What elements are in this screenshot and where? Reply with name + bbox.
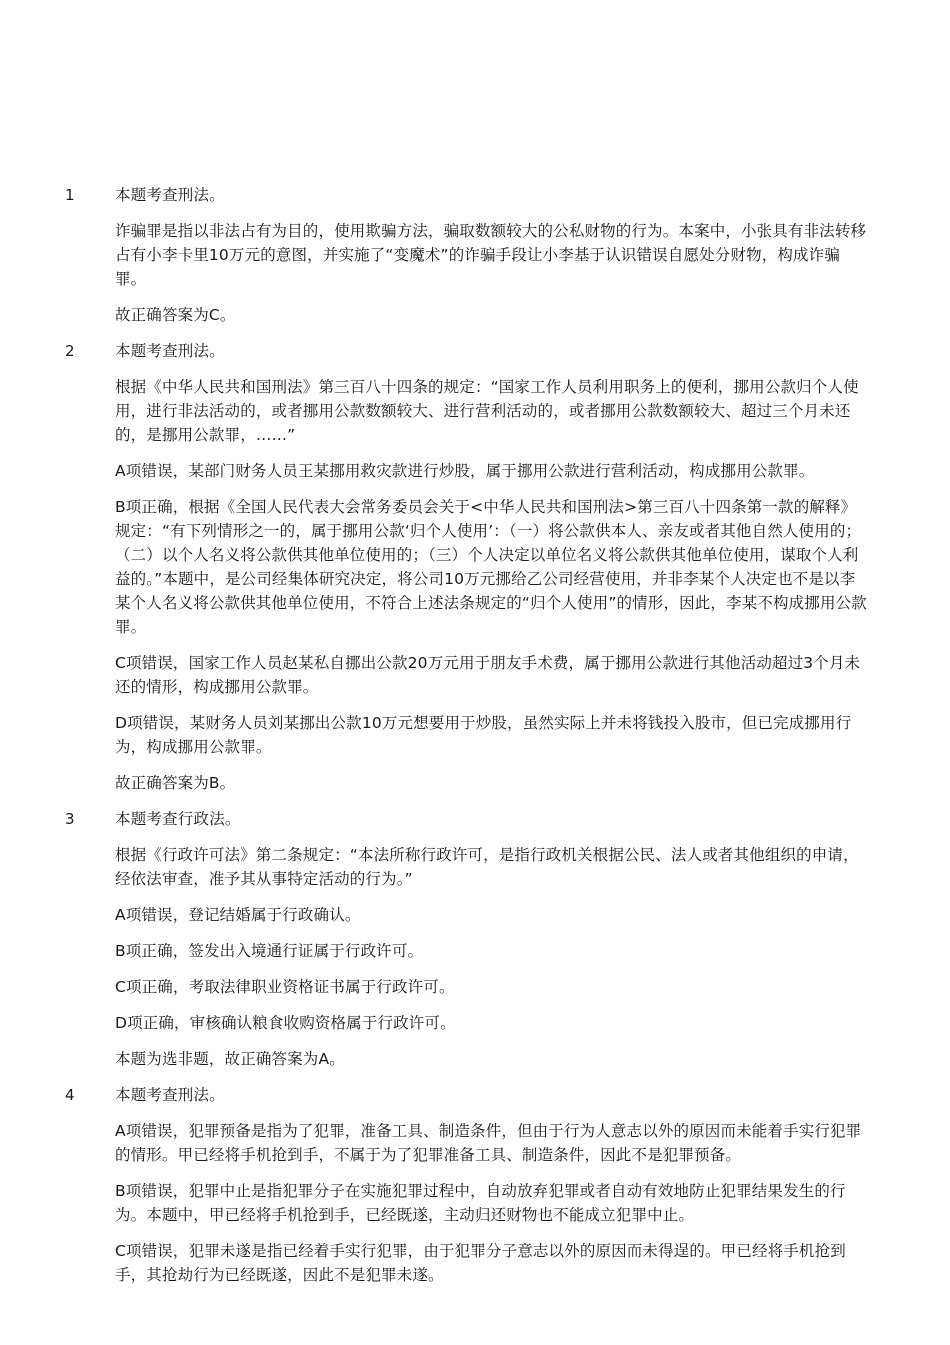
- answer-item-4: [0, 1083, 950, 1287]
- option-b-analysis: B项错误，犯罪中止是指犯罪分子在实施犯罪过程中，自动放弃犯罪或者自动有效地防止犯罪结果发生的行为。本题中，甲已经将手机抢到手，已经既遂，主动归还财物也不能成立犯罪中止。: [115, 1182, 846, 1224]
- explanation-paragraph: 根据《行政许可法》第二条规定：“本法所称行政许可，是指行政机关根据公民、法人或者其他组织的申请，经依法审查，准予其从事特定活动的行为。”: [115, 846, 859, 888]
- answer-line: 本题为选非题，故正确答案为A。: [115, 1050, 345, 1068]
- option-a-analysis: A项错误，某部门财务人员王某挪用救灾款进行炒股，属于挪用公款进行营利活动，构成挪用公款罪。: [115, 462, 815, 480]
- option-c-analysis: C项错误，犯罪未遂是指已经着手实行犯罪，由于犯罪分子意志以外的原因而未得逞的。甲已经将手机抢到手，其抢劫行为已经既遂，因此不是犯罪未遂。: [115, 1242, 846, 1284]
- answer-line: 故正确答案为B。: [115, 774, 236, 792]
- item-topic: 本题考查刑法。: [115, 1086, 225, 1104]
- option-a-analysis: A项错误，犯罪预备是指为了犯罪，准备工具、制造条件，但由于行为人意志以外的原因而未能着手实行犯罪的情形。甲已经将手机抢到手，不属于为了犯罪准备工具、制造条件，因此不是犯罪预备。: [115, 1122, 862, 1164]
- option-d-analysis: D项正确，审核确认粮食收购资格属于行政许可。: [115, 1014, 456, 1032]
- option-c-analysis: C项错误，国家工作人员赵某私自挪出公款20万元用于朋友手术费，属于挪用公款进行其他活动超过3个月未还的情形，构成挪用公款罪。: [115, 654, 861, 696]
- option-b-analysis: B项正确，根据《全国人民代表大会常务委员会关于<中华人民共和国刑法>第三百八十四条第一款的解释》规定：“有下列情形之一的，属于挪用公款‘归个人使用’：（一）将公款供本人、亲友或者其他自然人使用的；（二）以个人名义将公款供其他单位使用的；（三）个人决定以单位名义将公款供其他单位使用，谋取个人利益的。”本题中，是公司经集体研究决定，将公司10万元挪给乙公司经营使用，并非李某个人决定也不是以李某个人名义将公款供其他单位使用，不符合上述法条规定的“归个人使用”的情形，因此，李某不构成挪用公款罪。: [115, 498, 867, 636]
- option-c-analysis: C项正确，考取法律职业资格证书属于行政许可。: [115, 978, 455, 996]
- answer-item-2: [0, 339, 950, 795]
- answer-item-1: [0, 183, 950, 327]
- answer-line: 故正确答案为C。: [115, 306, 236, 324]
- item-topic: 本题考查刑法。: [115, 186, 225, 204]
- option-b-analysis: B项正确，签发出入境通行证属于行政许可。: [115, 942, 424, 960]
- item-number: 1: [65, 186, 75, 204]
- explanation-paragraph: 根据《中华人民共和国刑法》第三百八十四条的规定：“国家工作人员利用职务上的便利，挪用公款归个人使用，进行非法活动的，或者挪用公款数额较大、进行营利活动的，或者挪用公款数额较大、超过三个月未还的，是挪用公款罪，……”: [115, 378, 859, 444]
- option-d-analysis: D项错误，某财务人员刘某挪出公款10万元想要用于炒股，虽然实际上并未将钱投入股市，但已完成挪用行为，构成挪用公款罪。: [115, 714, 852, 756]
- item-topic: 本题考查刑法。: [115, 342, 225, 360]
- item-number: 2: [65, 342, 75, 360]
- explanation-paragraph: 诈骗罪是指以非法占有为目的，使用欺骗方法，骗取数额较大的公私财物的行为。本案中，小张具有非法转移占有小李卡里10万元的意图，并实施了“变魔术”的诈骗手段让小李基于认识错误自愿处分财物，构成诈骗罪。: [115, 222, 867, 288]
- option-a-analysis: A项错误，登记结婚属于行政确认。: [115, 906, 361, 924]
- item-topic: 本题考查行政法。: [115, 810, 241, 828]
- answer-item-3: [0, 807, 950, 1071]
- answer-explanations: [0, 183, 950, 1299]
- item-number: 3: [65, 810, 75, 828]
- item-number: 4: [65, 1086, 75, 1104]
